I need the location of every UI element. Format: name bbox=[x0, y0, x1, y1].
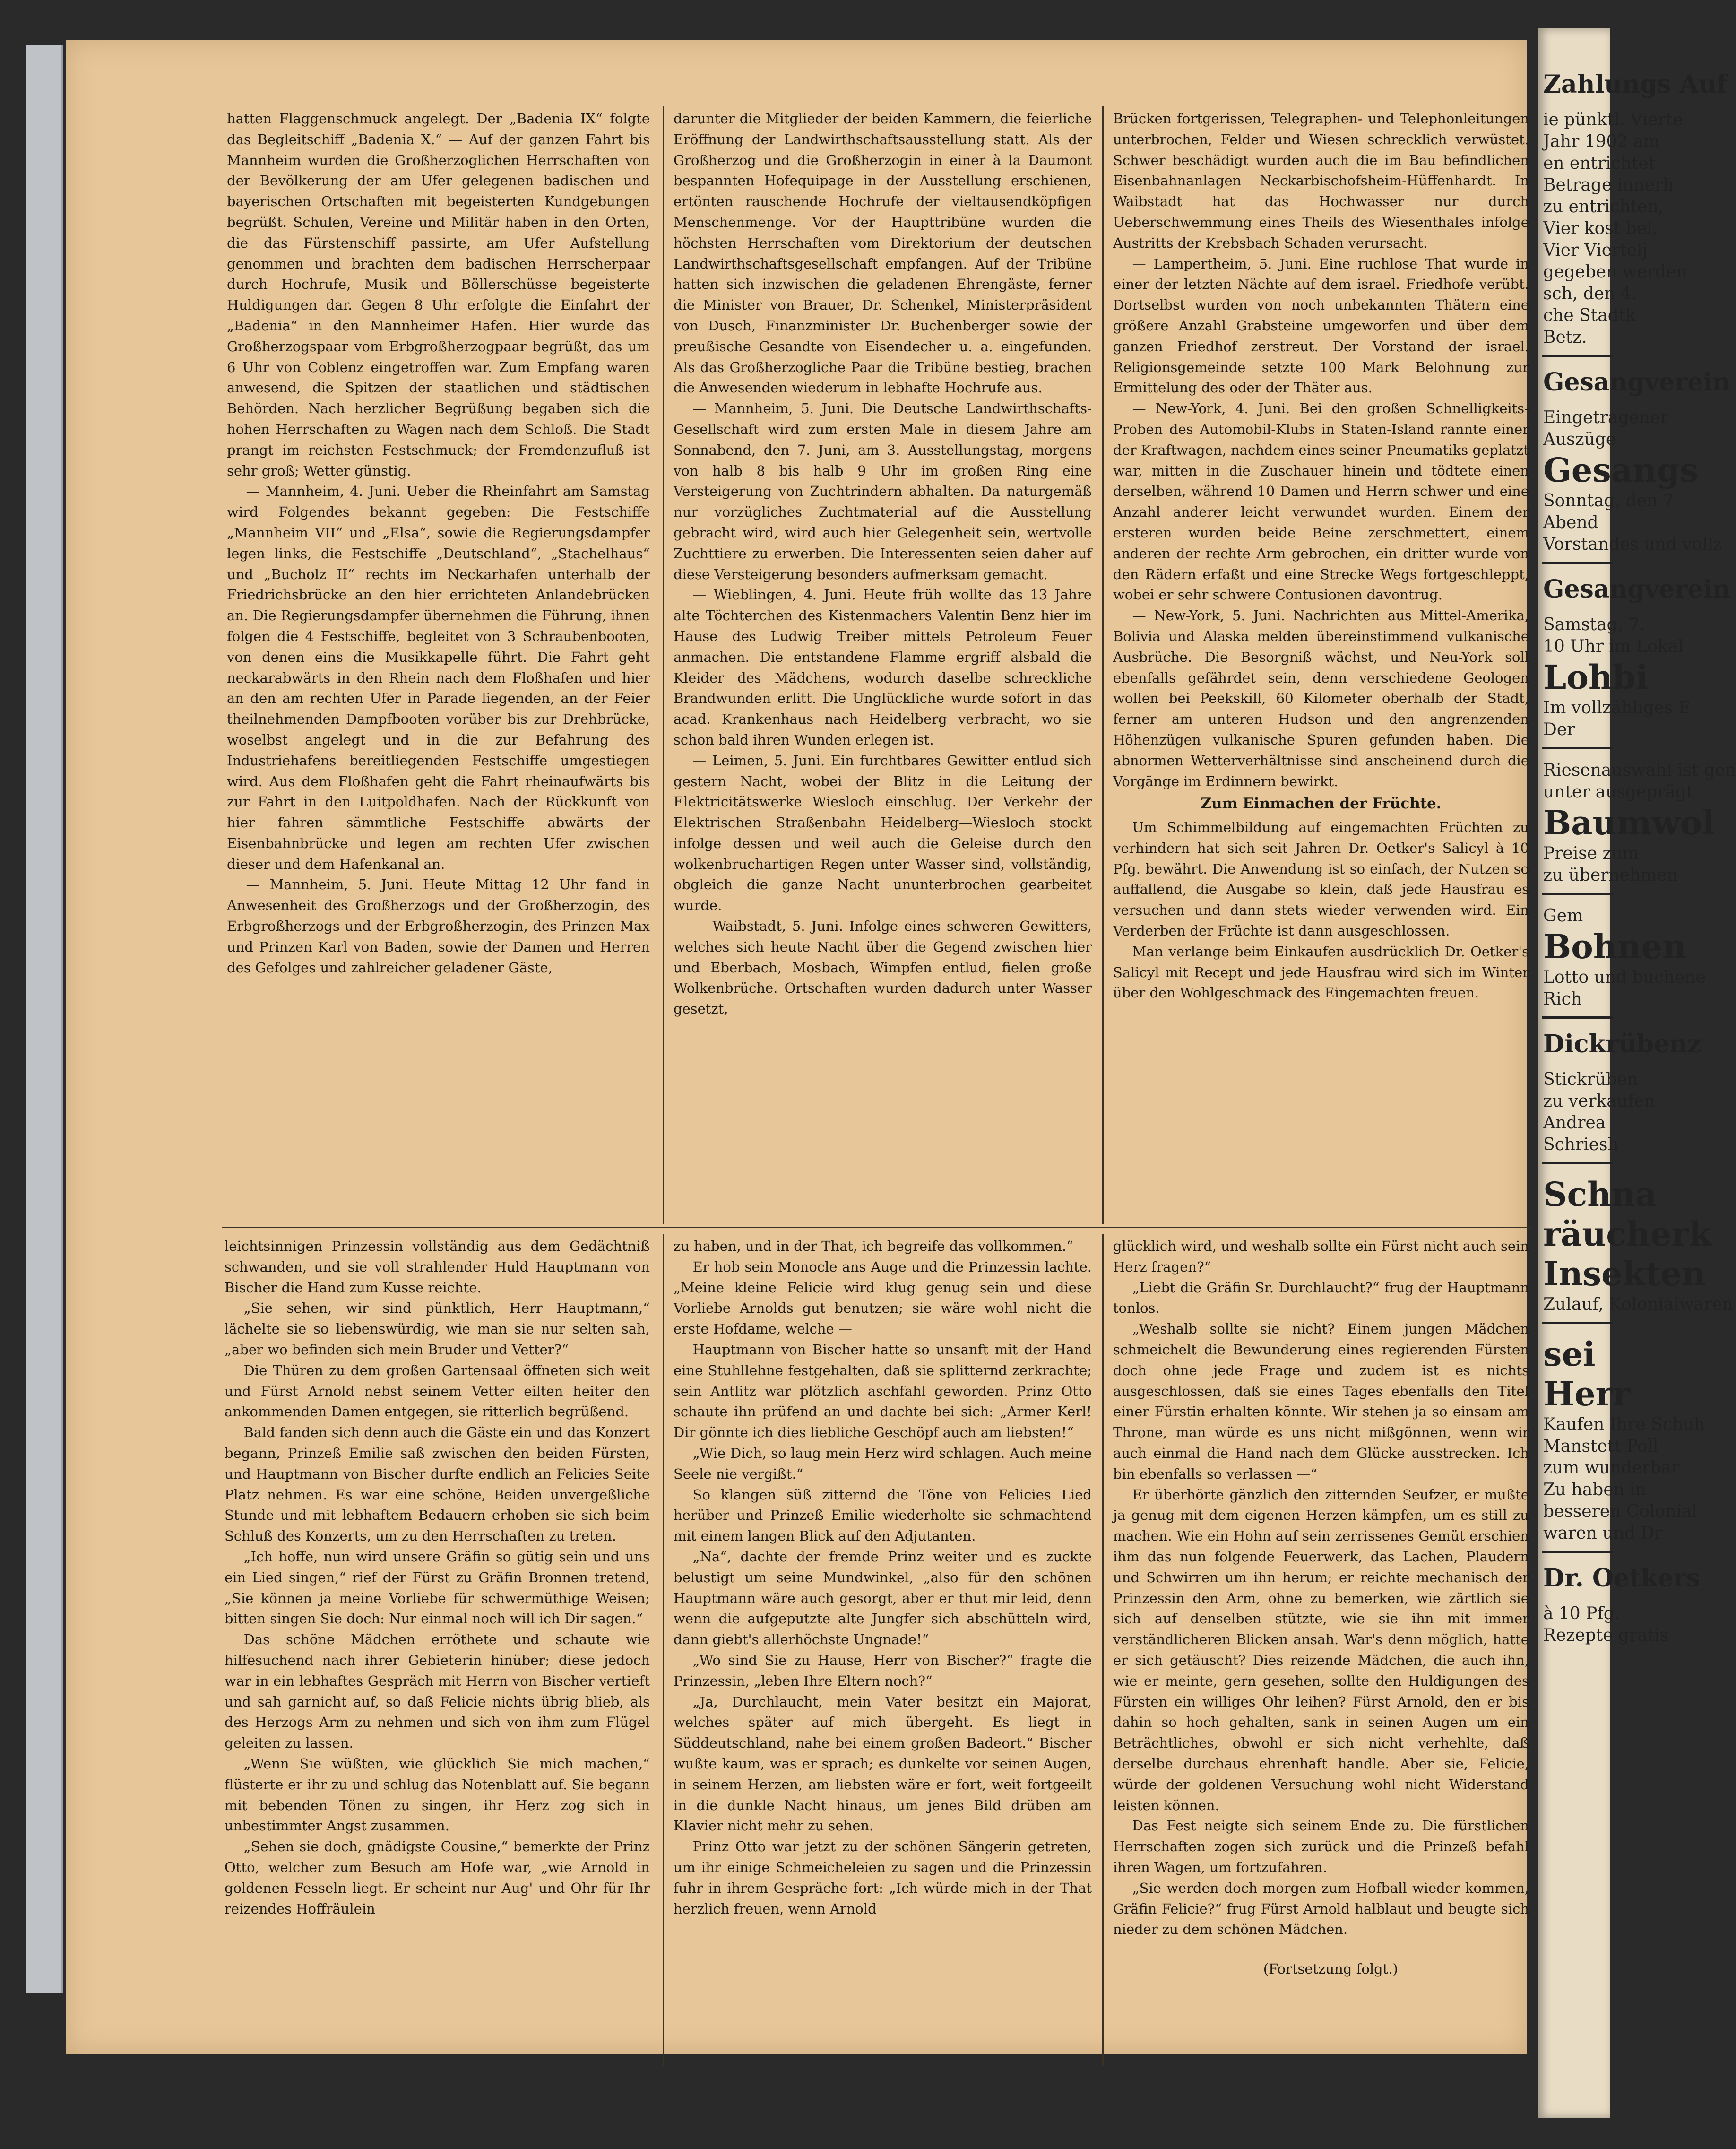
ad-text: Auszüge bbox=[1543, 430, 1616, 449]
paragraph: Er hob sein Monocle ans Auge und die Prinzessin lachte. „Meine kleine Felicie wird klug genug sein und diese Vorliebe Arnolds gut benutzen; sie wäre wohl nicht die erste Hofdame, welche — bbox=[674, 1258, 1092, 1337]
ad-text: che Stadtk bbox=[1543, 306, 1636, 325]
paragraph: Das schöne Mädchen erröthete und schaute wie hilfesuchend nach ihrer Gebieterin hinüber; diese jedoch war in ein lebhaftes Gespräch mit Herrn von Bischer vertieft und sah garnicht auf, so daß Felicie nichts übrig blieb, als des Herzogs Arm zu nehmen und sich von ihm zum Flügel geleiten zu lassen. bbox=[225, 1631, 650, 1751]
paragraph: So klangen süß zitternd die Töne von Felicies Lied herüber und Prinzeß Emilie wiederholte sie schmachtend mit einem langen Blick auf den Adjutanten. bbox=[674, 1486, 1092, 1544]
ad-text: Betrage innerh bbox=[1543, 175, 1674, 195]
feuilleton-separator bbox=[222, 1227, 1531, 1228]
ad-text: Vier kost bei, bbox=[1543, 219, 1658, 238]
paragraph: glücklich wird, und weshalb sollte ein Fürst nicht auch sein Herz fragen?“ bbox=[1113, 1238, 1529, 1275]
ad-text: Vorstandes und vollz bbox=[1543, 535, 1722, 554]
ad-text: Dickrübenz bbox=[1543, 1030, 1701, 1058]
paragraph: — Lampertheim, 5. Juni. Eine ruchlose That wurde in einer der letzten Nächte auf dem israel. Friedhofe verübt. Dortselbst wurden von noch unbekannten Thätern eine größere Anzahl Grabsteine umgeworfen und über dem ganzen Friedhof zerstreut. Der Vorstand der israel. Religionsgemeinde setzte 100 Mark Belohnung zur Ermittelung des oder der Thäter aus. bbox=[1113, 255, 1529, 396]
paragraph: „Liebt die Gräfin Sr. Durchlaucht?“ frug der Hauptmann tonlos. bbox=[1113, 1279, 1529, 1317]
ad-separator bbox=[1542, 1162, 1613, 1164]
column-rule bbox=[1102, 1234, 1104, 2066]
ad-text: waren und Dr bbox=[1543, 1524, 1663, 1543]
ad-text: Betz. bbox=[1543, 328, 1587, 347]
ad-text: Zulauf, Kolonialwaren bbox=[1543, 1295, 1733, 1314]
ad-text: zum wunderbar bbox=[1543, 1458, 1680, 1478]
paragraph: — Wieblingen, 4. Juni. Heute früh wollte das 13 Jahre alte Töchterchen des Kistenmachers Valentin Benz hier im Hause des Ludwig Treiber mittels Petroleum Feuer anmachen. Die entstandene Flamme ergriff alsbald die Kleider des Mädchens, wodurch daselbe schreckliche Brandwunden erlitt. Die Unglückliche wurde sofort in das acad. Krankenhaus nach Heidelberg verbracht, wo sie schon bald ihren Wunden erlegen ist. bbox=[674, 587, 1092, 748]
ad-separator bbox=[1542, 1551, 1613, 1553]
ad-text: Stickrüben bbox=[1543, 1070, 1638, 1089]
paragraph: hatten Flaggenschmuck angelegt. Der „Badenia IX“ folgte das Begleitschiff „Badenia X.“ — Auf der ganzen Fahrt bis Mannheim wurden die Großherzoglichen Herrschaften von der Bevölkerung der am Ufer gelegenen badischen und bayerischen Ortschaften mit begeisterten Kundgebungen begrüßt. Schulen, Vereine und Militär haben in den Orten, die das Fürstenschiff passirte, am Ufer Aufstellung genommen und brachten dem badischen Herrscherpaar durch Hochrufe, Musik und Böllerschüsse begeisterte Huldigungen dar. Gegen 8 Uhr erfolgte die Einfahrt der „Badenia“ in den Mannheimer Hafen. Hier wurde das Großherzogspaar vom Erbgroßherzogpaar begrüßt, das um 6 Uhr von Coblenz eingetroffen war. Zum Empfang waren anwesend, die Spitzen der staatlichen und städtischen Behörden. Nach herzlicher Begrüßung begaben sich die hohen Herrschaften zu Wagen nach dem Schloß. Die Stadt prangt im reichsten Festschmuck; der Fremdenzufluß ist sehr groß; Wetter günstig. bbox=[227, 111, 650, 479]
ad-text: Abend bbox=[1543, 513, 1598, 532]
adjacent-page-ads bbox=[1538, 28, 1736, 2118]
paragraph: „Ich hoffe, nun wird unsere Gräfin so gütig sein und uns ein Lied singen,“ rief der Fürst zu Gräfin Bronnen tretend, „Sie können ja meine Vorliebe für schwermüthige Weisen; bitten singen Sie doch: Nur einmal noch will ich Dir sagen.“ bbox=[225, 1548, 650, 1627]
paragraph: „Sehen sie doch, gnädigste Cousine,“ bemerkte der Prinz Otto, welcher zum Besuch am Hofe war, „wie Arnold in goldenen Fesseln liegt. Er scheint nur Aug' und Ohr für Ihr reizendes Hoffräulein bbox=[225, 1838, 650, 1917]
paragraph: „Wie Dich, so laug mein Herz wird schlagen. Auch meine Seele nie vergißt.“ bbox=[674, 1445, 1092, 1482]
paragraph: Hauptmann von Bischer hatte so unsanft mit der Hand eine Stuhllehne festgehalten, daß sie splitternd zerkrachte; sein Antlitz war plötzlich aschfahl geworden. Prinz Otto schaute ihn prüfend an und dachte bei sich: „Armer Kerl! Dir gönnte ich dies liebliche Geschöpf auch am liebsten!“ bbox=[674, 1341, 1092, 1441]
paragraph: „Sie werden doch morgen zum Hofball wieder kommen, Gräfin Felicie?“ frug Fürst Arnold halblaut und beugte sich nieder zu dem schönen Mädchen. bbox=[1113, 1880, 1529, 1938]
ad-separator bbox=[1542, 562, 1613, 564]
ad-text: Schna bbox=[1543, 1175, 1657, 1214]
ad-text: Herr bbox=[1543, 1374, 1631, 1413]
ad-text: Lohbi bbox=[1543, 658, 1649, 697]
ad-text: sch, den 4. bbox=[1543, 284, 1637, 303]
paragraph: — Mannheim, 5. Juni. Die Deutsche Landwirthschafts-Gesellschaft wird zum ersten Male in diesem Jahre am Sonnabend, den 7. Juni, am 3. Ausstellungstag, morgens von halb 8 bis halb 9 Uhr im großen Ring eine Versteigerung von Zuchtrindern abhalten. Da naturgemäß nur vorzügliches Zuchtmaterial auf die Ausstellung gebracht wird, wird auch hier Gelegenheit sein, wertvolle Zuchttiere zu erwerben. Die Interessenten seien daher auf diese Versteigerung besonders aufmerksam gemacht. bbox=[674, 400, 1092, 582]
ad-text: besseren Colonial bbox=[1543, 1502, 1697, 1521]
ad-heading: Zum Einmachen der Früchte. bbox=[1201, 795, 1442, 813]
ad-text: gegeben werden bbox=[1543, 262, 1687, 282]
ad-text: Schriesh bbox=[1543, 1135, 1619, 1154]
ad-text: 10 Uhr im Lokal bbox=[1543, 637, 1684, 656]
ad-text: Dr. Oetkers bbox=[1543, 1564, 1701, 1593]
ad-text: Gem bbox=[1543, 906, 1583, 926]
paragraph: zu haben, und in der That, ich begreife das vollkommen.“ bbox=[674, 1238, 1073, 1254]
paragraph: „Ja, Durchlaucht, mein Vater besitzt ein Majorat, welches später auf mich übergeht. Es liegt in Süddeutschland, nahe bei einem großen Badeort.“ Bischer wußte kaum, was er sprach; es dunkelte vor seinen Augen, in seinem Herzen, am liebsten wäre er fort, weit fortgeeilt in die dunkle Nacht hinaus, um jenes Bild drüben am Klavier nicht mehr zu sehen. bbox=[674, 1693, 1092, 1834]
feuilleton-column-1 bbox=[225, 1236, 650, 2063]
paragraph: — New-York, 4. Juni. Bei den großen Schnelligkeits-Proben des Automobil-Klubs in Staten-Island rannte einer der Kraftwagen, nachdem eines seiner Pneumatiks geplatzt war, mitten in die Zuschauer hinein und tödtete einen derselben, während 10 Damen und Herrn schwer und eine Anzahl anderer leicht verwundet wurden. Einem der ersteren wurden beide Beine zerschmettert, einem anderen der rechte Arm gebrochen, ein dritter wurde von den Rädern erfaßt und eine Strecke Wegs fortgeschleppt, wobei er sehr schwere Contusionen davontrug. bbox=[1113, 400, 1529, 603]
ad-text: Rich bbox=[1543, 989, 1582, 1009]
column-rule bbox=[663, 106, 664, 1224]
paragraph: Um Schimmelbildung auf eingemachten Früchten zu verhindern hat sich seit Jahren Dr. Oetker's Salicyl à 10 Pfg. bewährt. Die Anwendung ist so einfach, der Nutzen so auffallend, die Ausgabe so klein, daß jede Hausfrau es versuchen und dann stets wieder verwenden wird. Ein Verderben der Früchte ist dann ausgeschlossen. bbox=[1113, 819, 1529, 939]
feuilleton-column-3 bbox=[1113, 1236, 1529, 2063]
paragraph: Das Fest neigte sich seinem Ende zu. Die fürstlichen Herrschaften zogen sich zurück und die Prinzeß befahl ihren Wagen, um fortzufahren. bbox=[1113, 1818, 1529, 1875]
ad-text: Preise zum bbox=[1543, 844, 1639, 863]
ad-text: Baumwol bbox=[1543, 803, 1715, 842]
paragraph: Prinz Otto war jetzt zu der schönen Sängerin getreten, um ihr einige Schmeicheleien zu sagen und die Prinzessin fuhr in ihrem Gespräche fort: „Ich würde mich in der That herzlich freuen, wenn Arnold bbox=[674, 1838, 1092, 1917]
ad-separator bbox=[1542, 893, 1613, 895]
paragraph: — Leimen, 5. Juni. Ein furchtbares Gewitter entlud sich gestern Nacht, wobei der Blitz in die Leitung der Elektricitätswerke Wiesloch einschlug. Der Verkehr der Elektrischen Straßenbahn Heidelberg—Wiesloch stockt infolge dessen und weil auch die Geleise durch den wolkenbruchartigen Regen unter Wasser sind, vollständig, obgleich die ganze Nacht ununterbrochen gearbeitet wurde. bbox=[674, 752, 1092, 914]
paragraph: Die Thüren zu dem großen Gartensaal öffneten sich weit und Fürst Arnold nebst seinem Vetter eilten heiter den ankommenden Damen entgegen, sie ritterlich begrüßend. bbox=[225, 1362, 650, 1420]
paragraph: „Sie sehen, wir sind pünktlich, Herr Hauptmann,“ lächelte sie so liebenswürdig, wie man sie nur selten sah, „aber wo befinden sich mein Bruder und Vetter?“ bbox=[225, 1300, 650, 1358]
paragraph: — New-York, 5. Juni. Nachrichten aus Mittel-Amerika, Bolivia und Alaska melden übereinstimmend vulkanische Ausbrüche. Die Besorgniß wächst, und Neu-York soll ebenfalls gefährdet sein, denn verschiedene Geologen wollen bei Peekskill, 60 Kilometer oberhalb der Stadt, ferner am unteren Hudson und den angrenzenden Höhenzügen vulkanische Spuren gefunden haben. Die abnormen Wetterverhältnisse sind anscheinend durch die Vorgänge im Erdinnern bewirkt. bbox=[1113, 607, 1529, 789]
ad-text: à 10 Pfg. bbox=[1543, 1604, 1620, 1623]
ad-text: Vier Viertelj bbox=[1543, 241, 1648, 260]
paragraph: „Wo sind Sie zu Hause, Herr von Bischer?“ fragte die Prinzessin, „leben Ihre Eltern noch?“ bbox=[674, 1652, 1092, 1689]
ad-text: Riesenauswahl ist gen bbox=[1543, 761, 1736, 780]
ad-text: en entrichtet bbox=[1543, 154, 1656, 173]
continued-note: (Fortsetzung folgt.) bbox=[1263, 1961, 1398, 1977]
ad-text: Bohnen bbox=[1543, 927, 1687, 966]
paragraph: „Na“, dachte der fremde Prinz weiter und es zuckte belustigt um seine Mundwinkel, „also für den schönen Hauptmann wäre auch gesorgt, aber er thut mir leid, denn wenn die aufgeputzte alte Jungfer sich abschütteln wird, dann giebt's allerhöchste Ungnade!“ bbox=[674, 1548, 1092, 1648]
ad-text: Jahr 1902 am bbox=[1543, 132, 1660, 151]
ad-text: Insekten bbox=[1543, 1254, 1706, 1293]
column-rule bbox=[1102, 106, 1104, 1224]
book-binding-edge bbox=[26, 45, 63, 1993]
ad-text: Gesangs bbox=[1543, 451, 1699, 490]
ad-text: Andrea bbox=[1543, 1113, 1606, 1133]
ad-separator bbox=[1542, 355, 1613, 357]
paragraph: leichtsinnigen Prinzessin vollständig aus dem Gedächtniß schwanden, und sie voll strahlender Huld Hauptmann von Bischer die Hand zum Kusse reichte. bbox=[225, 1238, 650, 1296]
paragraph: — Mannheim, 5. Juni. Heute Mittag 12 Uhr fand in Anwesenheit des Großherzogs und der Großherzogin, des Erbgroßherzogs und der Erbgroßherzogin, des Prinzen Max und Prinzen Karl von Baden, sowie der Damen und Herren des Gefolges und zahlreicher geladener Gäste, bbox=[227, 876, 650, 976]
ad-text: Eingetragener bbox=[1543, 408, 1668, 427]
ad-text: Der bbox=[1543, 720, 1575, 739]
ad-text: räucherk bbox=[1543, 1214, 1712, 1254]
ad-text: Rezepte gratis bbox=[1543, 1626, 1669, 1645]
feuilleton-column-2 bbox=[674, 1236, 1092, 2063]
paragraph: „Wenn Sie wüßten, wie glücklich Sie mich machen,“ flüsterte er ihr zu und schlug das Notenblatt auf. Sie begann mit bebenden Tönen zu singen, ihr Herz zog sich in unbestimmter Angst zusammen. bbox=[225, 1755, 650, 1834]
ad-text: Lotto und buchene bbox=[1543, 968, 1706, 987]
column-rule bbox=[663, 1234, 664, 2066]
news-column-2 bbox=[674, 109, 1092, 1215]
ad-separator bbox=[1542, 1322, 1613, 1324]
paragraph: Brücken fortgerissen, Telegraphen- und Telephonleitungen unterbrochen, Felder und Wiesen schrecklich verwüstet. Schwer beschädigt wurden auch die im Bau befindlichen Eisenbahnanlagen Neckarbischofsheim-Hüffenhardt. In Waibstadt hat das Hochwasser nur durch Ueberschwemmung eines Theils des Wiesenthales infolge Austritts der Krebsbach Schaden verursacht. bbox=[1113, 111, 1529, 251]
paragraph: Er überhörte gänzlich den zitternden Seufzer, er mußte ja genug mit dem eigenen Herzen kämpfen, um es still zu machen. Wie ein Hohn auf sein zerrissenes Gemüt erschien ihm das nun folgende Feuerwerk, das Lachen, Plaudern und Schwirren um ihn herum; er reichte mechanisch der Prinzessin den Arm, ohne zu bemerken, wie zärtlich sie sich auf denselben stützte, wie sie ihn mit immer verständlicheren Blicken ansah. War's denn möglich, hatte er sich getäuscht? Dies reizende Mädchen, die auch ihn, wie er meinte, gern gesehen, sollte den Huldigungen des Fürsten ein williges Ohr leihen? Fürst Arnold, den er bis dahin so hoch gehalten, sank in seinen Augen um ein Beträchtliches, obwohl er sich nicht verhehlte, daß derselbe durchaus ehrenhaft handle. Aber sie, Felicie, würde der goldenen Versuchung wohl nicht Widerstand leisten können. bbox=[1113, 1486, 1529, 1813]
ad-text: zu übernehmen bbox=[1543, 866, 1678, 885]
paragraph: darunter die Mitglieder der beiden Kammern, die feierliche Eröffnung der Landwirthschaftsausstellung statt. Als der Großherzog und die Großherzogin in einer à la Daumont bespannten Hofequipage in der Ausstellung erschienen, ertönten rauschende Hochrufe der vieltausendköpfigen Menschenmenge. Vor der Haupttribüne wurden die höchsten Herrschaften vom Direktorium der deutschen Landwirthschaftsgesellschaft empfangen. Auf der Tribüne hatten sich inzwischen die geladenen Ehrengäste, ferner die Minister von Brauer, Dr. Schenkel, Ministerpräsident von Dusch, Finanzminister Dr. Buchenberger sowie der preußische Gesandte von Eisendecher u. a. eingefunden. Als das Großherzogliche Paar die Tribüne bestieg, brachen die Anwesenden wiederum in lebhafte Hochrufe aus. bbox=[674, 111, 1092, 396]
ad-text: zu verkaufen bbox=[1543, 1092, 1655, 1111]
ad-text: Gesangverein bbox=[1543, 575, 1730, 604]
ad-separator bbox=[1542, 747, 1613, 749]
paragraph: Bald fanden sich denn auch die Gäste ein und das Konzert begann, Prinzeß Emilie saß zwischen den beiden Fürsten, und Hauptmann von Bischer durfte endlich an Felicies Seite Platz nehmen. Es war eine schöne, Beiden unvergeßliche Stunde und mit lebhaftem Bedauern erhoben sie sich beim Schluß des Konzerts, um zu den Herrschaften zu treten. bbox=[225, 1424, 650, 1544]
ad-text: Manstett Poll bbox=[1543, 1437, 1658, 1456]
ad-text: zu entrichten, bbox=[1543, 197, 1664, 217]
ad-text: Zahlungs Auf bbox=[1543, 70, 1727, 99]
paragraph: — Waibstadt, 5. Juni. Infolge eines schweren Gewitters, welches sich heute Nacht über die Gegend zwischen hier und Eberbach, Mosbach, Wimpfen entlud, fielen große Wolkenbrüche. Ortschaften wurden dadurch unter Wasser gesetzt, bbox=[674, 918, 1092, 1017]
news-column-3 bbox=[1113, 109, 1529, 1215]
ad-text: Im vollzähliges E bbox=[1543, 698, 1691, 718]
ad-text: Gesangverein bbox=[1543, 368, 1730, 397]
ad-text: Zu haben in bbox=[1543, 1480, 1646, 1499]
ad-text: Kaufen Ihre Schuh bbox=[1543, 1415, 1705, 1434]
ad-text: unter ausgeprägt bbox=[1543, 782, 1693, 802]
news-column-1 bbox=[227, 109, 650, 1215]
paragraph: Man verlange beim Einkaufen ausdrücklich Dr. Oetker's Salicyl mit Recept und jede Hausfrau wird sich im Winter über den Wohlgeschmack des Eingemachten freuen. bbox=[1113, 943, 1529, 1001]
paragraph: — Mannheim, 4. Juni. Ueber die Rheinfahrt am Samstag wird Folgendes bekannt gegeben: Die Festschiffe „Mannheim VII“ und „Elsa“, sowie die Regierungsdampfer legen links, die Festschiffe „Deutschland“, „Stachelhaus“ und „Bucholz II“ rechts im Neckarhafen unterhalb der Friedrichsbrücke an den hier errichteten Anlandebrücken an. Die Regierungsdampfer übernehmen die Führung, ihnen folgen die 4 Festschiffe, begleitet von 3 Schraubenbooten, von denen eins die Musikkapelle führt. Die Fahrt geht neckarabwärts in den Rhein nach dem Floßhafen und hier an den am rechten Ufer in Parade liegenden, an der Feier theilnehmenden Dampfbooten vorüber bis zur Drehbrücke, woselbst angelegt und in die zur Befahrung des Industriehafens bereitliegenden Festschiffe umgestiegen wird. Aus dem Floßhafen geht die Fahrt rheinaufwärts bis zur Fahrt in den Luitpoldhafen. Nach der Rückkunft von hier fahren sämmtliche Festschiffe abwärts der Eisenbahnbrücke und legen am rechten Ufer zwischen dieser und dem Hafenkanal an. bbox=[227, 483, 650, 872]
newspaper-page bbox=[66, 40, 1527, 2054]
paragraph: „Weshalb sollte sie nicht? Einem jungen Mädchen schmeichelt die Bewunderung eines regierenden Fürsten doch ohne jede Frage und zudem ist es nichts ausgeschlossen, daß sie eines Tages ebenfalls den Titel einer Fürstin erhalten könnte. Wir stehen ja so einsam am Throne, man würde es uns nicht mißgönnen, wenn wir auch einmal die Hand nach dem Glücke ausstrecken. Ich bin ebenfalls so verlassen —“ bbox=[1113, 1321, 1529, 1482]
ad-text: ie pünktl. Vierte bbox=[1543, 110, 1683, 130]
ad-text: Sonntag, den 7 bbox=[1543, 491, 1674, 511]
ad-text: Samstag, 7. bbox=[1543, 615, 1645, 634]
ad-text: sei bbox=[1543, 1334, 1596, 1374]
ad-separator bbox=[1542, 1016, 1613, 1019]
